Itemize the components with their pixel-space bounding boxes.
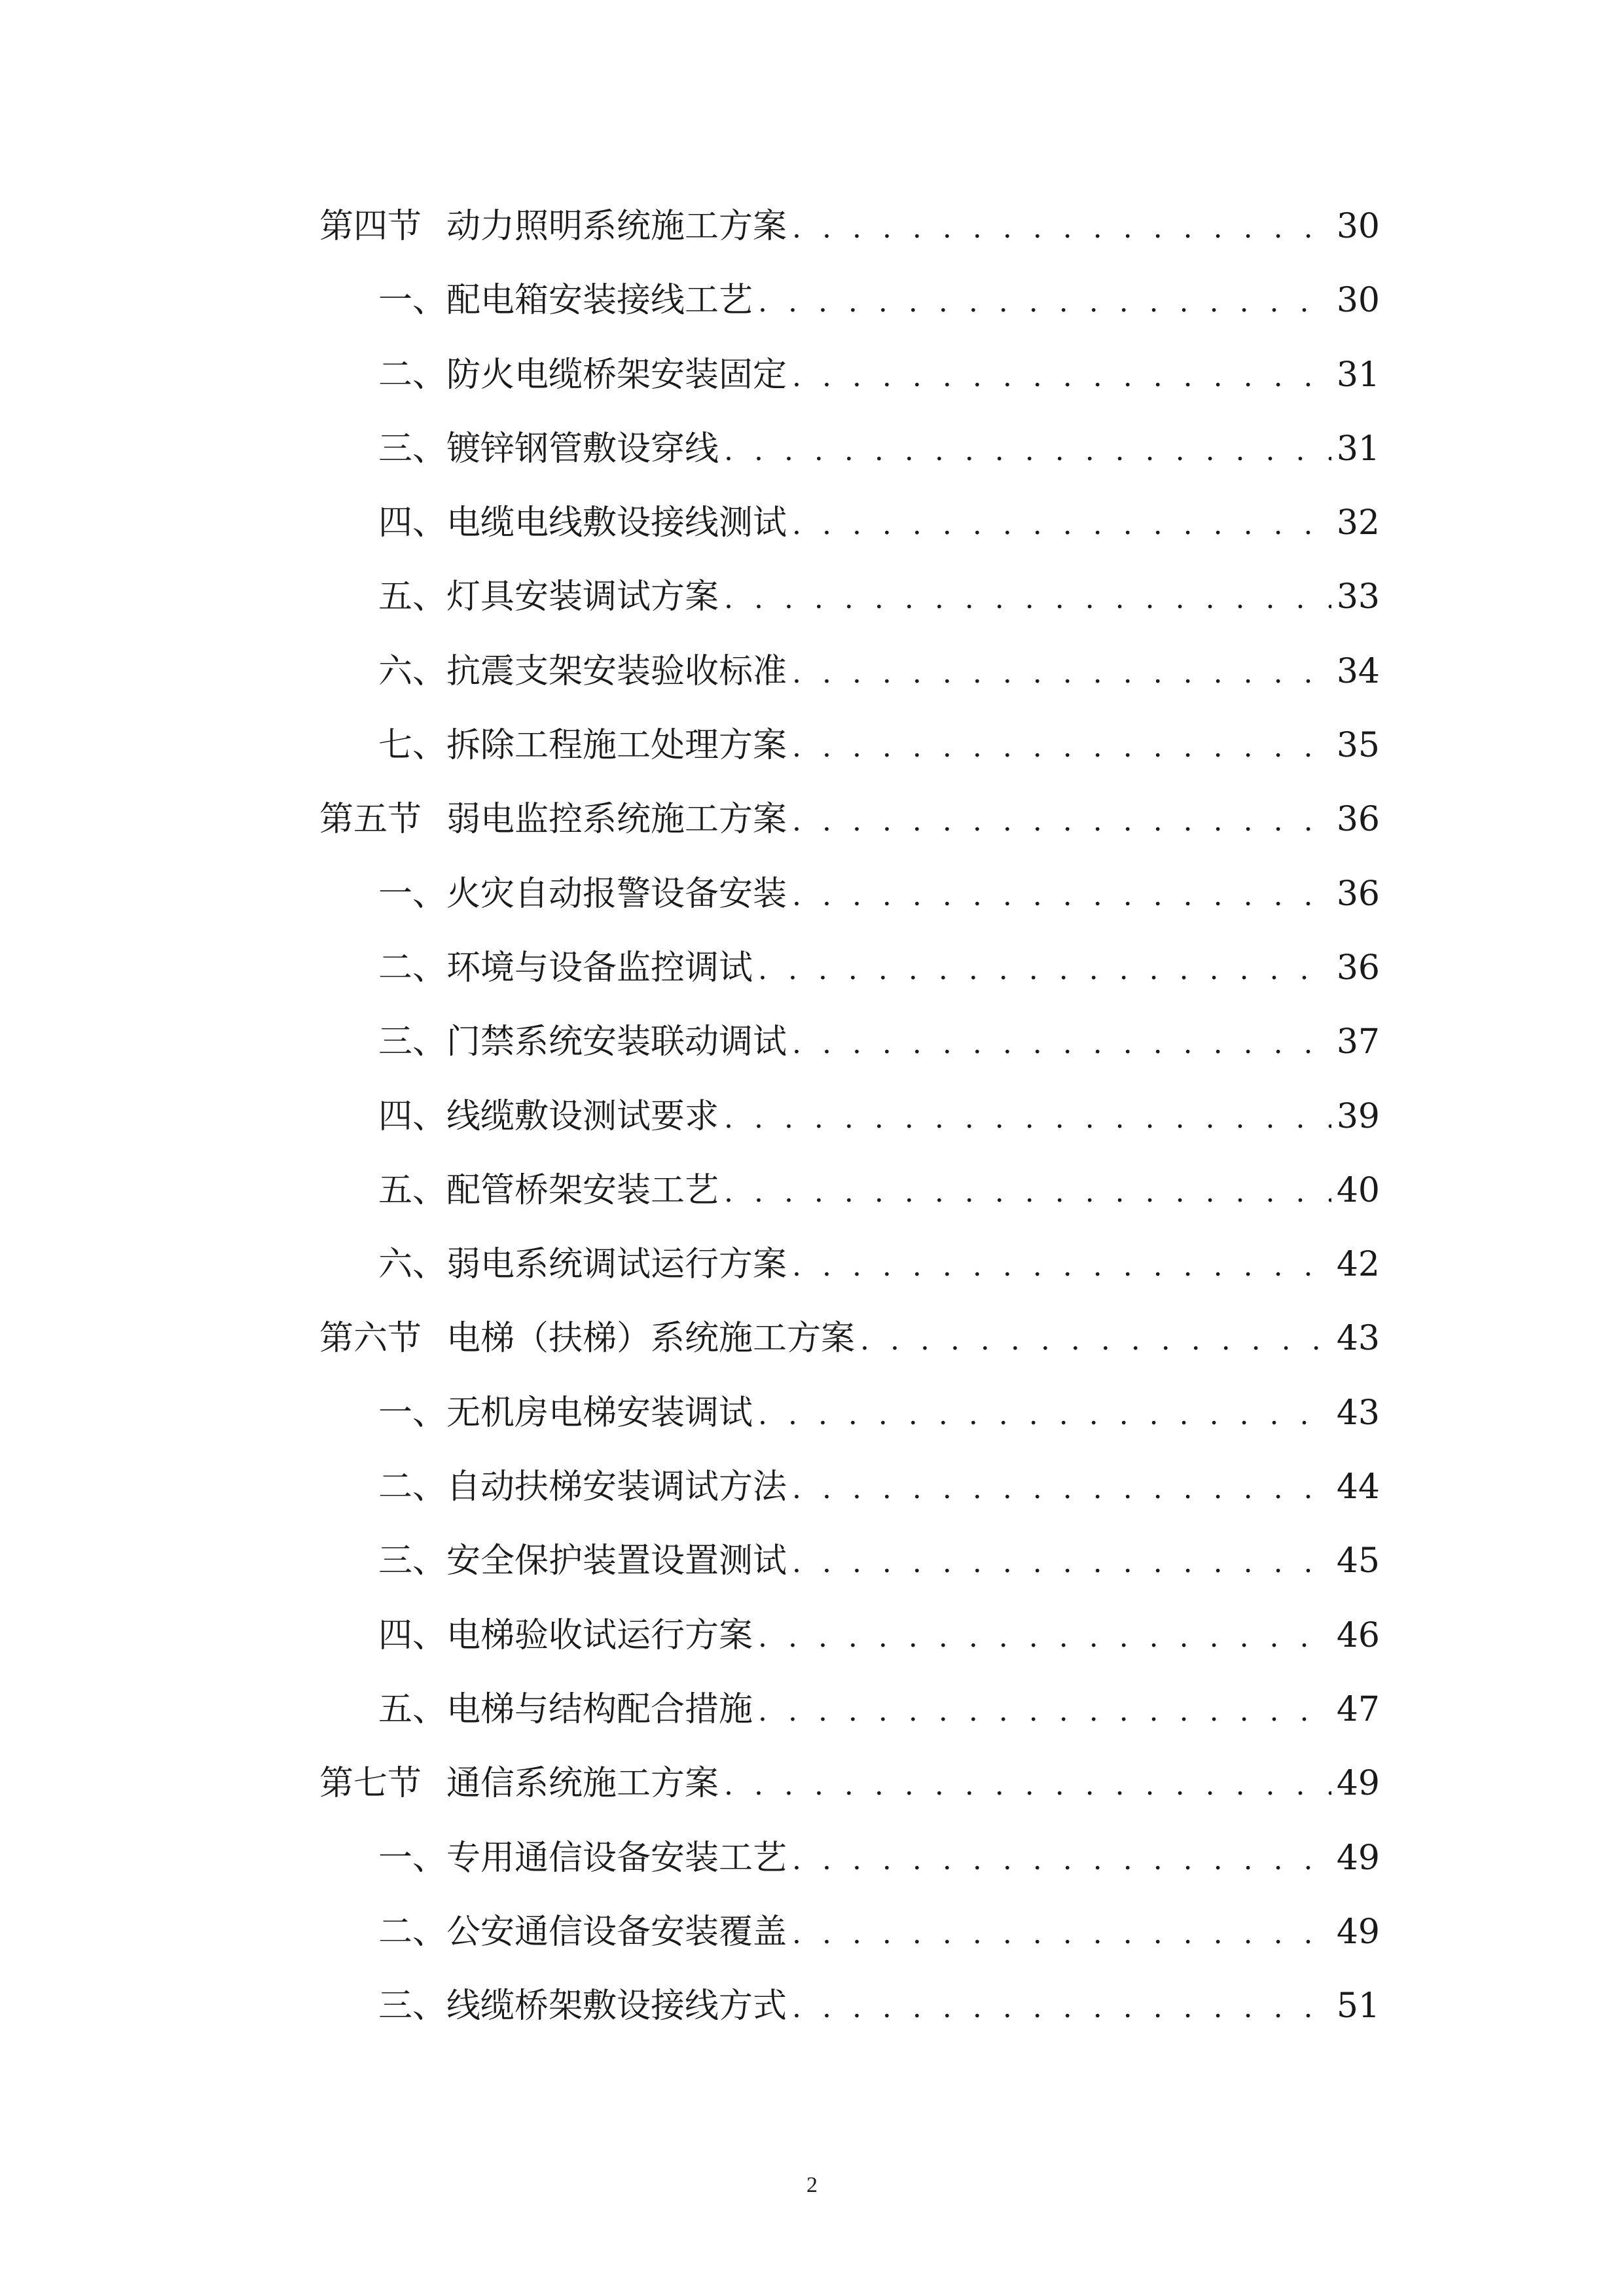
toc-entry-text: 四、电缆电线敷设接线测试 xyxy=(378,503,787,543)
toc-page-number: 36 xyxy=(1336,874,1380,914)
toc-subsection-entry[interactable] xyxy=(319,264,1380,338)
toc-dot-leader xyxy=(792,1897,1331,1971)
toc-entry-title xyxy=(319,931,753,1005)
toc-page-number: 31 xyxy=(1336,429,1380,469)
toc-page-number: 35 xyxy=(1336,726,1380,766)
toc-page-number: 49 xyxy=(1336,1764,1380,1804)
toc-entry-title xyxy=(319,857,787,931)
toc-dot-leader xyxy=(792,340,1331,414)
toc-entry-text: 动力照明系统施工方案 xyxy=(446,207,787,246)
toc-entry-text: 二、公安通信设备安装覆盖 xyxy=(378,1912,787,1952)
toc-page-number: 47 xyxy=(1336,1689,1380,1729)
toc-page-number: 30 xyxy=(1336,207,1380,246)
toc-dot-leader xyxy=(792,859,1331,933)
toc-entry-title xyxy=(319,338,787,412)
toc-dot-leader xyxy=(792,1971,1331,2045)
toc-section-number: 第七节 xyxy=(319,1764,422,1804)
toc-dot-leader xyxy=(792,1452,1331,1526)
toc-entry-text: 二、环境与设备监控调试 xyxy=(378,948,753,988)
toc-entry-text: 三、安全保护装置设置测试 xyxy=(378,1541,787,1581)
toc-subsection-entry[interactable] xyxy=(319,1228,1380,1302)
toc-page-number: 36 xyxy=(1336,800,1380,840)
toc-dot-leader xyxy=(792,191,1331,265)
table-of-contents xyxy=(319,190,1380,2043)
toc-subsection-entry[interactable] xyxy=(319,1080,1380,1154)
toc-dot-leader xyxy=(792,1823,1331,1897)
toc-dot-leader xyxy=(792,488,1331,562)
toc-page-number: 37 xyxy=(1336,1022,1380,1062)
toc-page-number: 49 xyxy=(1336,1912,1380,1952)
toc-page-number: 51 xyxy=(1336,1986,1380,2026)
toc-section-number: 第五节 xyxy=(319,800,422,840)
toc-dot-leader xyxy=(860,1303,1331,1377)
toc-subsection-entry[interactable] xyxy=(319,1450,1380,1524)
toc-dot-leader xyxy=(792,1229,1331,1303)
toc-entry-title xyxy=(319,560,719,634)
toc-page-number: 31 xyxy=(1336,355,1380,395)
toc-entry-text: 五、灯具安装调试方案 xyxy=(378,577,719,617)
toc-page-number: 32 xyxy=(1336,503,1380,543)
toc-entry-text: 一、无机房电梯安装调试 xyxy=(378,1393,753,1433)
toc-page-number: 42 xyxy=(1336,1245,1380,1285)
toc-dot-leader xyxy=(724,1748,1331,1822)
toc-entry-title xyxy=(319,1154,719,1228)
toc-page-number: 30 xyxy=(1336,281,1380,321)
toc-page-number: 46 xyxy=(1336,1615,1380,1655)
toc-entry-text: 五、电梯与结构配合措施 xyxy=(378,1689,753,1729)
toc-subsection-entry[interactable] xyxy=(319,931,1380,1005)
toc-entry-text: 一、火灾自动报警设备安装 xyxy=(378,874,787,914)
toc-page-number: 33 xyxy=(1336,577,1380,617)
toc-subsection-entry[interactable] xyxy=(319,1599,1380,1673)
toc-subsection-entry[interactable] xyxy=(319,1895,1380,1969)
toc-entry-title xyxy=(319,486,787,560)
toc-subsection-entry[interactable] xyxy=(319,486,1380,560)
toc-entry-text: 六、抗震支架安装验收标准 xyxy=(378,651,787,691)
toc-entry-title xyxy=(319,412,719,486)
toc-entry-title xyxy=(319,783,787,857)
toc-section-number: 第四节 xyxy=(319,207,422,246)
toc-subsection-entry[interactable] xyxy=(319,1154,1380,1228)
toc-subsection-entry[interactable] xyxy=(319,1673,1380,1747)
toc-dot-leader xyxy=(724,1155,1331,1229)
toc-dot-leader xyxy=(758,933,1331,1007)
toc-entry-text: 一、配电箱安装接线工艺 xyxy=(378,281,753,321)
toc-entry-title xyxy=(319,1228,787,1302)
toc-entry-title xyxy=(319,709,787,783)
toc-page-number: 44 xyxy=(1336,1467,1380,1507)
toc-entry-title xyxy=(319,1302,855,1376)
toc-subsection-entry[interactable] xyxy=(319,857,1380,931)
toc-page-number: 34 xyxy=(1336,651,1380,691)
toc-page-number: 43 xyxy=(1336,1319,1380,1359)
toc-entry-text: 三、镀锌钢管敷设穿线 xyxy=(378,429,719,469)
toc-entry-title xyxy=(319,190,787,264)
toc-page-number: 49 xyxy=(1336,1838,1380,1878)
toc-entry-text: 七、拆除工程施工处理方案 xyxy=(378,726,787,766)
toc-entry-title xyxy=(319,1450,787,1524)
page-number: 2 xyxy=(806,2173,818,2197)
toc-entry-title xyxy=(319,1080,719,1154)
toc-dot-leader xyxy=(724,414,1331,488)
toc-subsection-entry[interactable] xyxy=(319,709,1380,783)
toc-entry-text: 电梯（扶梯）系统施工方案 xyxy=(446,1319,856,1359)
toc-page-number: 43 xyxy=(1336,1393,1380,1433)
toc-entry-text: 三、门禁系统安装联动调试 xyxy=(378,1022,787,1062)
toc-subsection-entry[interactable] xyxy=(319,1005,1380,1079)
toc-entry-text: 六、弱电系统调试运行方案 xyxy=(378,1245,787,1285)
toc-subsection-entry[interactable] xyxy=(319,1821,1380,1895)
toc-section-number: 第六节 xyxy=(319,1319,422,1359)
toc-entry-text: 四、电梯验收试运行方案 xyxy=(378,1615,753,1655)
toc-dot-leader xyxy=(792,1526,1331,1600)
toc-dot-leader xyxy=(758,1378,1331,1452)
toc-subsection-entry[interactable] xyxy=(319,1524,1380,1598)
toc-subsection-entry[interactable] xyxy=(319,1969,1380,2043)
toc-entry-text: 四、线缆敷设测试要求 xyxy=(378,1096,719,1136)
toc-page-number: 36 xyxy=(1336,948,1380,988)
toc-section-entry[interactable] xyxy=(319,1302,1380,1376)
toc-entry-title xyxy=(319,1821,787,1895)
toc-dot-leader xyxy=(792,636,1331,710)
toc-dot-leader xyxy=(724,1081,1331,1155)
toc-page-number: 39 xyxy=(1336,1096,1380,1136)
toc-subsection-entry[interactable] xyxy=(319,338,1380,412)
toc-subsection-entry[interactable] xyxy=(319,560,1380,634)
toc-entry-title xyxy=(319,1005,787,1079)
toc-entry-text: 通信系统施工方案 xyxy=(446,1764,719,1804)
toc-section-entry[interactable] xyxy=(319,190,1380,264)
toc-section-entry[interactable] xyxy=(319,783,1380,857)
toc-dot-leader xyxy=(792,710,1331,784)
toc-entry-title xyxy=(319,1895,787,1969)
toc-entry-text: 五、配管桥架安装工艺 xyxy=(378,1170,719,1210)
toc-entry-text: 二、自动扶梯安装调试方法 xyxy=(378,1467,787,1507)
toc-entry-text: 三、线缆桥架敷设接线方式 xyxy=(378,1986,787,2026)
toc-entry-title xyxy=(319,1969,787,2043)
toc-entry-text: 一、专用通信设备安装工艺 xyxy=(378,1838,787,1878)
toc-dot-leader xyxy=(758,1600,1331,1674)
toc-entry-title xyxy=(319,264,753,338)
toc-dot-leader xyxy=(792,784,1331,858)
toc-entry-title xyxy=(319,1524,787,1598)
toc-section-entry[interactable] xyxy=(319,1747,1380,1821)
toc-entry-text: 二、防火电缆桥架安装固定 xyxy=(378,355,787,395)
toc-entry-text: 弱电监控系统施工方案 xyxy=(446,800,787,840)
toc-page-number: 40 xyxy=(1336,1170,1380,1210)
toc-subsection-entry[interactable] xyxy=(319,1376,1380,1450)
toc-subsection-entry[interactable] xyxy=(319,412,1380,486)
toc-dot-leader xyxy=(724,562,1331,636)
toc-entry-title xyxy=(319,1747,719,1821)
toc-entry-title xyxy=(319,635,787,709)
toc-entry-title xyxy=(319,1376,753,1450)
toc-dot-leader xyxy=(758,1674,1331,1748)
toc-page-number: 45 xyxy=(1336,1541,1380,1581)
toc-dot-leader xyxy=(758,265,1331,339)
toc-dot-leader xyxy=(792,1007,1331,1081)
toc-entry-title xyxy=(319,1599,753,1673)
toc-subsection-entry[interactable] xyxy=(319,635,1380,709)
toc-entry-title xyxy=(319,1673,753,1747)
